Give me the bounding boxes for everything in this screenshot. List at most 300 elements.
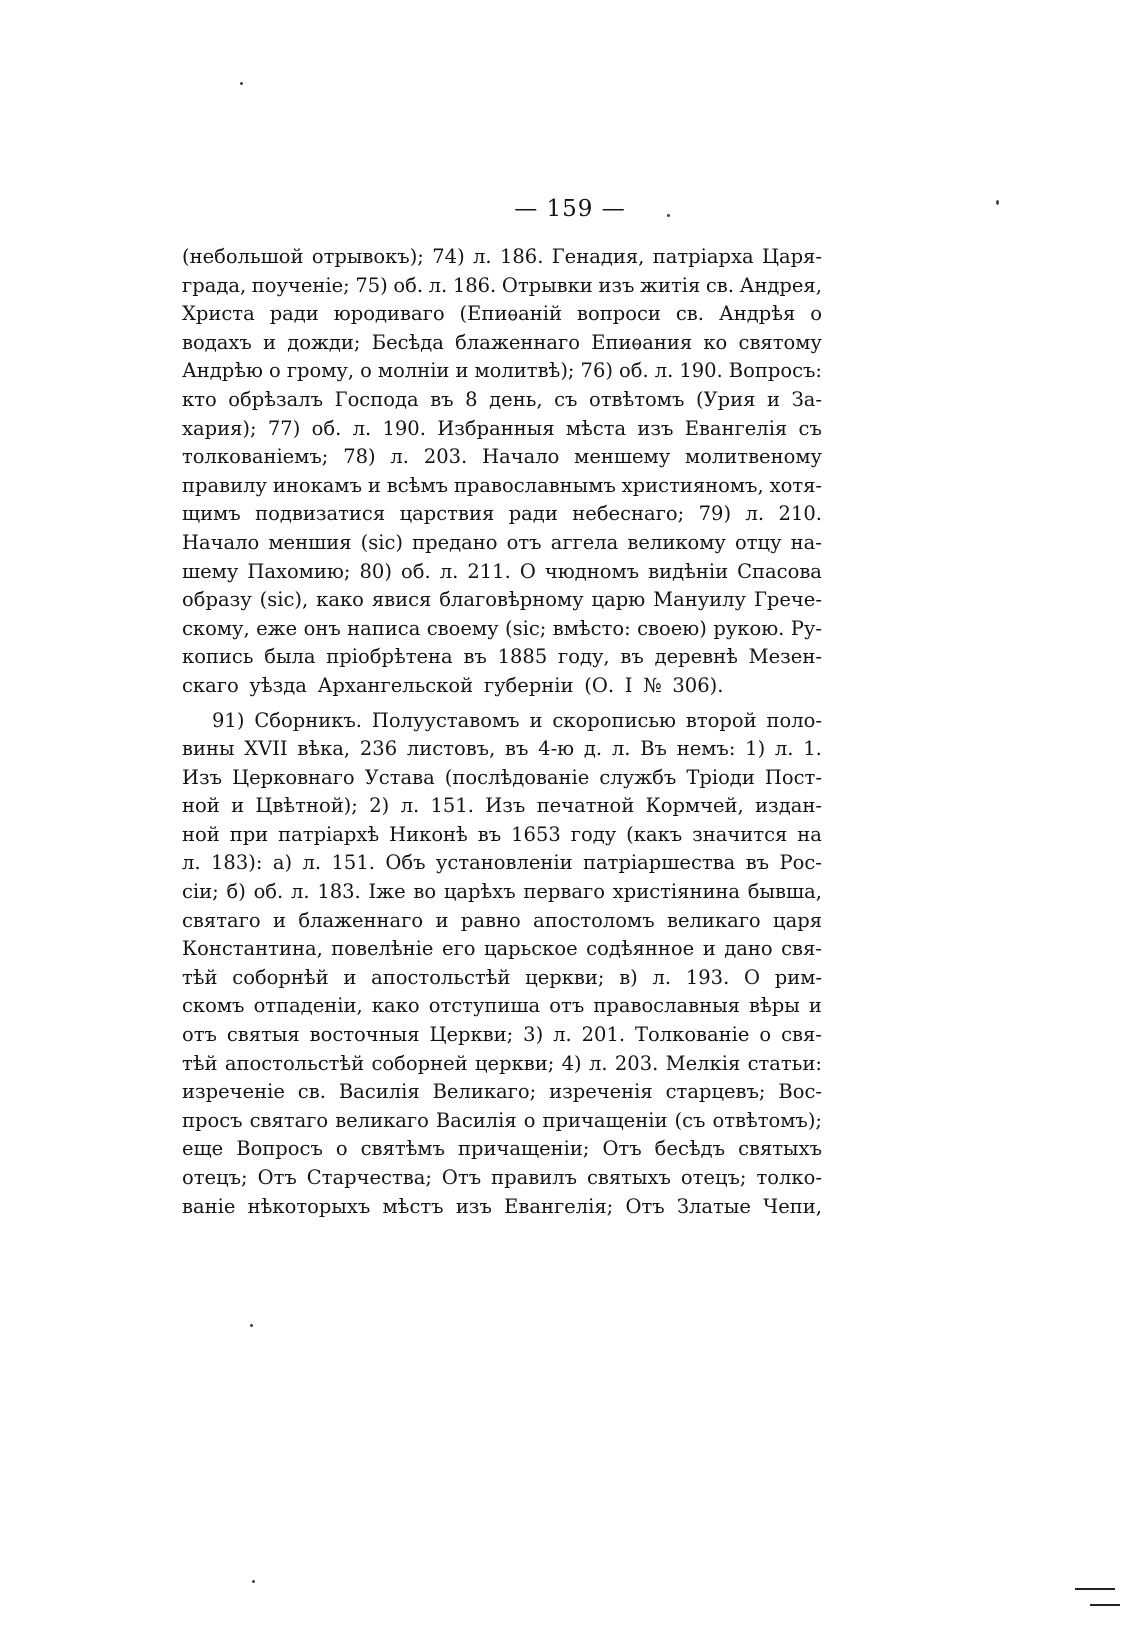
word: д. <box>583 737 603 761</box>
word: равно <box>460 908 521 932</box>
word: святаго <box>182 908 261 932</box>
word: Андрѣю <box>182 359 263 383</box>
text-line <box>182 243 822 272</box>
text-line <box>182 1050 822 1079</box>
word: Епиѳания <box>591 330 693 354</box>
word: листовъ, <box>406 737 496 761</box>
word: скому, <box>182 616 250 640</box>
word: о <box>269 359 281 383</box>
word: скомъ <box>182 994 245 1018</box>
word: въ <box>620 645 644 669</box>
page-number: — 159 — <box>514 196 626 222</box>
word: Изъ <box>485 794 526 818</box>
word: изъ <box>455 1194 492 1218</box>
word: о <box>810 302 822 326</box>
word: Полууставомъ <box>371 708 520 732</box>
word: Отъ <box>625 1194 665 1218</box>
text-line <box>182 558 822 587</box>
word: изъ <box>637 416 674 440</box>
scan-speck <box>240 82 243 85</box>
word: Устава <box>364 765 435 789</box>
word: православныя <box>593 994 740 1018</box>
word: Бесѣда <box>371 330 444 354</box>
word: патріарха <box>652 245 754 268</box>
word: 79) <box>698 502 732 526</box>
word: и <box>767 387 781 411</box>
word: л. <box>652 965 672 989</box>
word: Великаго; <box>432 1080 537 1104</box>
word: скаго <box>182 673 239 697</box>
word: чюдномъ <box>544 559 640 583</box>
word: еще <box>182 1137 224 1161</box>
word: Старчества; <box>306 1166 432 1189</box>
word: л. <box>774 737 794 761</box>
word: Отъ <box>602 1137 642 1161</box>
word: написа <box>347 616 421 640</box>
word: своему <box>426 616 499 640</box>
word: отступиша <box>428 994 541 1018</box>
word: молитвѣ); <box>474 359 575 383</box>
word: отъ <box>182 1023 217 1047</box>
text-line <box>182 300 822 329</box>
word: бывша, <box>747 880 822 904</box>
word: его <box>441 937 476 961</box>
text-line <box>182 1107 822 1136</box>
word: Вопросъ: <box>728 359 822 383</box>
word: царѣхъ <box>443 880 516 904</box>
word: вѣка, <box>297 737 351 761</box>
word: царю <box>591 588 646 612</box>
word: 1885 <box>497 645 548 669</box>
word: ко <box>703 330 728 354</box>
word: свя- <box>781 1023 822 1047</box>
word: Изъ <box>182 765 223 789</box>
word: 210. <box>778 502 822 526</box>
text-line <box>182 586 822 615</box>
word: апостольстѣй <box>371 965 511 989</box>
scan-speck <box>250 1324 253 1327</box>
word: во <box>413 880 437 904</box>
word: рукою. <box>713 616 785 640</box>
word: меншия <box>268 530 352 554</box>
word: отъ <box>506 530 542 554</box>
word: вмѣсто: <box>552 616 631 640</box>
word: щимъ <box>182 502 241 526</box>
word: на <box>797 822 822 846</box>
text-line <box>182 907 822 936</box>
word: л. <box>428 273 448 297</box>
word: 211. <box>467 559 511 583</box>
word: старцевъ; <box>665 1080 766 1104</box>
text-line <box>182 329 822 358</box>
word: патріархѣ <box>278 822 380 846</box>
word: православнымъ <box>453 473 616 497</box>
word: тѣй <box>182 965 218 989</box>
word: Архангельской <box>317 673 474 697</box>
text-line <box>182 1164 822 1193</box>
word: О <box>744 965 760 989</box>
word: Андрея, <box>739 273 822 297</box>
word: печатной <box>536 794 635 818</box>
word: восточныя <box>309 1023 420 1047</box>
word: рим- <box>774 965 822 989</box>
word: съ <box>798 416 822 440</box>
word: сіи; <box>182 880 219 904</box>
text-line <box>182 935 822 964</box>
word: и <box>272 908 286 932</box>
word: 3) <box>523 1023 544 1047</box>
word: Начало <box>182 530 260 554</box>
word: великаго <box>666 908 761 932</box>
word: о <box>360 359 372 383</box>
word: 183): <box>211 851 263 875</box>
word: Василія <box>435 1108 517 1132</box>
word: 4-ю <box>538 737 575 761</box>
word: Мезен- <box>748 645 822 669</box>
text-line <box>182 707 822 736</box>
word: отцу <box>735 530 782 554</box>
word: статьи: <box>747 1051 822 1075</box>
word: въ <box>477 822 502 846</box>
word: 201. <box>581 1023 626 1047</box>
word: 151. <box>430 794 474 818</box>
word: За- <box>791 387 822 411</box>
word: Пахомию; <box>247 559 351 583</box>
word: житія <box>640 273 701 297</box>
word: об. <box>311 416 342 440</box>
word: грому, <box>286 359 355 383</box>
word: святаго <box>249 1108 329 1132</box>
word: Цвѣтной); <box>255 794 358 818</box>
word: л. <box>439 559 459 583</box>
word: уѣзда <box>249 673 307 697</box>
word: губерніи <box>483 673 574 697</box>
word: 1. <box>803 737 822 761</box>
word: при <box>229 822 269 846</box>
word: об. <box>618 359 649 383</box>
word: християномъ, <box>621 473 764 497</box>
word: бесѣдъ <box>654 1137 726 1161</box>
word: Рос- <box>779 851 822 875</box>
word: правилъ <box>491 1166 577 1189</box>
word: году, <box>558 645 610 669</box>
word: толко- <box>756 1166 822 1189</box>
paragraph-2 <box>182 707 822 1222</box>
word: отецъ; <box>182 1166 248 1189</box>
word: церкви; <box>525 965 605 989</box>
word: Никонѣ <box>389 822 468 846</box>
edge-mark <box>1090 1604 1120 1606</box>
word: Евангелія; <box>504 1194 614 1218</box>
word: л. <box>290 880 310 904</box>
word: царствия <box>399 502 495 526</box>
text-line <box>182 643 822 672</box>
word: году <box>570 822 617 846</box>
word: св. <box>297 1080 326 1104</box>
word: 183. <box>317 880 361 904</box>
word: О <box>519 559 536 583</box>
word: водахъ <box>182 330 252 354</box>
word: мѣстъ <box>382 1194 444 1218</box>
text-line <box>182 615 822 644</box>
word: ради <box>269 302 319 326</box>
word: о <box>759 1023 772 1047</box>
word: Избранныя <box>437 416 555 440</box>
word: въ <box>505 737 529 761</box>
word: тѣй <box>182 1051 218 1075</box>
word: об. <box>400 559 431 583</box>
word: града, <box>182 273 247 297</box>
text-line <box>182 964 822 993</box>
word: апостоломъ <box>533 908 655 932</box>
word: л. <box>302 851 322 875</box>
word: Евангелія <box>684 416 788 440</box>
word: издан- <box>755 794 822 818</box>
text-line <box>182 357 822 386</box>
text-line <box>182 735 822 764</box>
word: второй <box>685 708 757 732</box>
word: (съ <box>674 1108 706 1132</box>
word: день, <box>489 387 543 411</box>
word: Андрѣя <box>718 302 796 326</box>
word: соборней <box>371 1051 468 1075</box>
word: а) <box>272 851 293 875</box>
word: о <box>335 1137 348 1161</box>
word: Чепи, <box>763 1194 822 1218</box>
word: христіянина <box>612 880 741 904</box>
word: Толкованіе <box>635 1023 750 1047</box>
word: (sic), <box>259 588 309 612</box>
word: 1653 <box>511 822 561 846</box>
word: подвизатися <box>255 502 386 526</box>
word: скорописью <box>552 708 676 732</box>
word: отъ <box>549 994 585 1018</box>
word: (sic; <box>505 616 547 640</box>
word: Пост- <box>764 765 822 789</box>
word: явися <box>371 588 432 612</box>
word: вѣры <box>749 994 800 1018</box>
word: 186. <box>499 245 544 268</box>
word: великаго <box>335 1108 429 1132</box>
word: и <box>455 359 469 383</box>
word: л. <box>654 359 674 383</box>
word: мѣста <box>565 416 627 440</box>
word: 78) <box>343 445 376 469</box>
body-text <box>182 243 822 1221</box>
word: ради <box>508 502 558 526</box>
word: немъ: <box>676 737 736 761</box>
word: (sic) <box>360 530 404 554</box>
scan-speck <box>996 200 999 205</box>
text-line <box>182 1135 822 1164</box>
word: Церкви; <box>429 1023 514 1047</box>
word: съ <box>554 387 578 411</box>
word: л. <box>473 245 492 268</box>
word: л. <box>182 851 201 875</box>
text-line <box>182 764 822 793</box>
word: въ <box>463 645 487 669</box>
word: царя <box>773 908 822 932</box>
word: ной <box>182 822 220 846</box>
word: № <box>643 673 662 697</box>
word: Златые <box>676 1194 751 1218</box>
word: отрывокъ); <box>311 245 424 268</box>
word: всѣмъ <box>386 473 449 497</box>
text-line <box>182 849 822 878</box>
word: 75) <box>355 273 388 297</box>
word: св. <box>705 273 734 297</box>
word: Христа <box>182 302 255 326</box>
word: и <box>343 965 357 989</box>
word: соборнѣй <box>232 965 329 989</box>
word: нѣкоторыхъ <box>247 1194 371 1218</box>
word: Вос- <box>778 1080 822 1104</box>
word: была <box>264 645 316 669</box>
word: причащеніи; <box>457 1137 590 1161</box>
word: инокамъ <box>272 473 362 497</box>
word: дано <box>724 937 773 961</box>
text-line <box>182 792 822 821</box>
word: отвѣтомъ); <box>712 1108 822 1132</box>
scan-speck <box>252 1580 255 1583</box>
word: деревнѣ <box>654 645 738 669</box>
paragraph-1 <box>182 243 822 701</box>
word: молніи <box>377 359 450 383</box>
word: (послѣдованіе <box>444 765 590 789</box>
word: л. <box>390 445 410 469</box>
word: 2) <box>369 794 390 818</box>
word: установленіи <box>435 851 573 875</box>
word: Василія <box>338 1080 420 1104</box>
text-line <box>182 386 822 415</box>
word: 91) <box>212 708 245 732</box>
word: Іже <box>368 880 406 904</box>
word: меншему <box>574 445 671 469</box>
word: XVII <box>244 737 288 761</box>
word: 1) <box>745 737 766 761</box>
word: толкованіемъ; <box>182 445 329 469</box>
word: въ <box>430 387 454 411</box>
word: об. <box>253 880 284 904</box>
word: Спасова <box>737 559 822 583</box>
word: церкви; <box>474 1051 555 1075</box>
word: святому <box>738 330 822 354</box>
word: л. <box>400 794 420 818</box>
edge-mark <box>1075 1588 1115 1590</box>
word: Кормчей, <box>645 794 744 818</box>
text-line <box>182 1193 822 1222</box>
word: 4) <box>561 1051 582 1075</box>
word: въ <box>745 851 770 875</box>
word: патріаршества <box>583 851 736 875</box>
word: Константина, <box>182 937 323 961</box>
word: апостольстѣй <box>224 1051 365 1075</box>
word: Начало <box>482 445 560 469</box>
word: благовѣрному <box>439 588 584 612</box>
word: 151. <box>331 851 375 875</box>
word: л. <box>352 416 372 440</box>
word: и <box>435 908 449 932</box>
word: содѣянное <box>586 937 695 961</box>
word: л. <box>588 1051 608 1075</box>
word: I <box>624 673 633 697</box>
word: шему <box>182 559 239 583</box>
word: свя- <box>781 937 822 961</box>
word: Ру- <box>790 616 822 640</box>
word: 77) <box>267 416 301 440</box>
word: хария); <box>182 416 257 440</box>
word: копись <box>182 645 254 669</box>
word: и <box>367 473 381 497</box>
text-line <box>182 1078 822 1107</box>
word: отвѣтомъ <box>589 387 685 411</box>
word: Въ <box>640 737 667 761</box>
text-line <box>182 415 822 444</box>
word: пріобрѣтена <box>326 645 453 669</box>
word: юродиваго <box>333 302 445 326</box>
word: како <box>371 994 420 1018</box>
word: Отъ <box>257 1166 297 1189</box>
word: и <box>231 794 245 818</box>
word: 193. <box>685 965 730 989</box>
word: изреченіе <box>182 1080 285 1104</box>
word: (О. <box>584 673 615 697</box>
word: Церковнаго <box>232 765 355 789</box>
text-line <box>182 529 822 558</box>
word: своею) <box>637 616 707 640</box>
word: на- <box>790 530 822 554</box>
text-line <box>182 821 822 850</box>
word: св. <box>675 302 704 326</box>
word: (какъ <box>626 822 683 846</box>
word: просъ <box>182 1108 243 1132</box>
text-line <box>182 878 822 907</box>
word: вины <box>182 737 235 761</box>
word: ваніе <box>182 1194 236 1218</box>
word: изъ <box>598 273 635 297</box>
word: 203. <box>614 1051 659 1075</box>
word: отецъ; <box>680 1166 747 1189</box>
word: кто <box>182 387 217 411</box>
word: Объ <box>385 851 426 875</box>
word: молитвеному <box>684 445 822 469</box>
text-line <box>182 472 822 501</box>
word: Мелкія <box>665 1051 741 1075</box>
text-line <box>182 443 822 472</box>
word: повелѣніе <box>331 937 434 961</box>
word: о <box>523 1108 536 1132</box>
word: значится <box>692 822 788 846</box>
word: (небольшой <box>182 245 304 268</box>
word: вопроси <box>577 302 661 326</box>
word: образу <box>182 588 252 612</box>
text-line <box>182 992 822 1021</box>
word: Грече- <box>753 588 822 612</box>
word: отпаденіи, <box>253 994 363 1018</box>
word: великому <box>627 530 726 554</box>
word: святыхъ <box>738 1137 822 1161</box>
word: л. <box>611 737 631 761</box>
word: 74) <box>432 245 465 268</box>
word: ной <box>182 794 220 818</box>
word: и <box>263 330 276 354</box>
word: Вопросъ <box>236 1137 323 1161</box>
word: блаженнаго <box>298 908 424 932</box>
word: Отрывки <box>501 273 593 297</box>
word: и <box>808 994 822 1018</box>
word: како <box>316 588 364 612</box>
word: перваго <box>523 880 605 904</box>
